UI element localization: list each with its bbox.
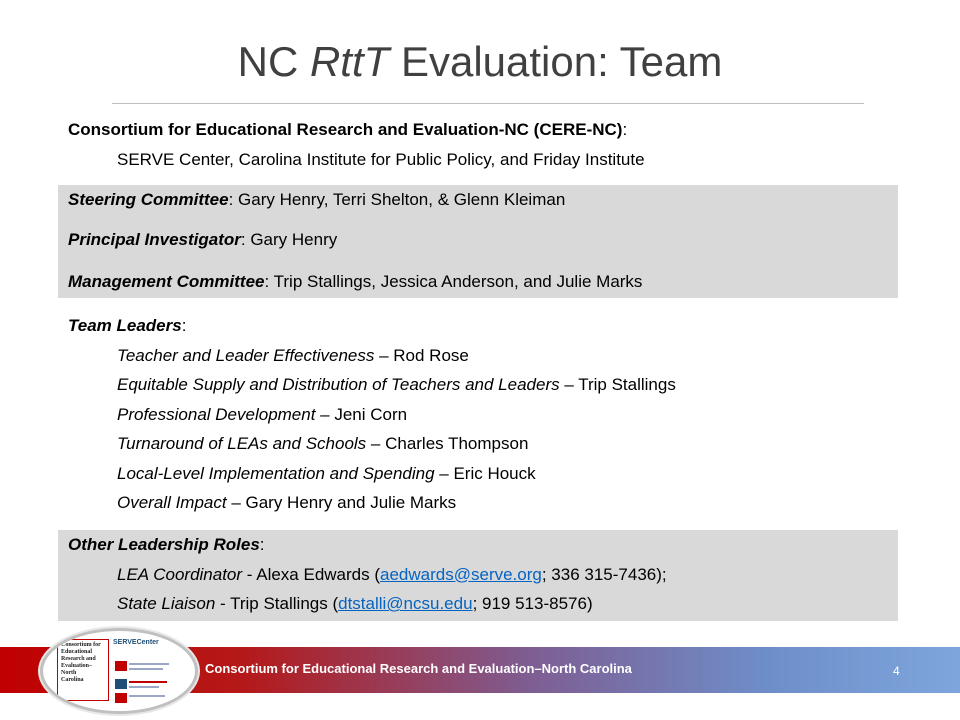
steering-value: : Gary Henry, Terri Shelton, & Glenn Kleiman (228, 190, 566, 209)
title-prefix: NC (237, 38, 310, 85)
management-row (68, 267, 898, 297)
logo-rule (129, 681, 167, 683)
lea-role: LEA Coordinator (117, 564, 243, 584)
team-lead: – Eric Houck (434, 463, 536, 483)
steering-label: Steering Committee (68, 190, 229, 209)
liaison-role: State Liaison (117, 594, 216, 613)
lea-email-link[interactable]: aedwards@serve.org (380, 564, 542, 584)
institute-mark-icon (115, 661, 127, 671)
state-liaison-row (68, 589, 898, 619)
cere-sep: : (622, 120, 628, 139)
cere-logo (40, 628, 198, 714)
lea-rest: ; 336 315-7436); (541, 564, 667, 584)
team-leaders-sep: : (181, 316, 187, 335)
slide-title (0, 38, 960, 86)
logo-rule (129, 695, 165, 697)
team-leaders-heading (68, 311, 898, 341)
lea-coordinator-row (68, 560, 898, 590)
team-lead: – Charles Thompson (366, 434, 529, 453)
logo-rule (129, 686, 159, 688)
team-leaders-label: Team Leaders (68, 316, 182, 335)
team-area: Overall Impact (117, 493, 227, 512)
management-value: : Trip Stallings, Jessica Anderson, and Julie Marks (264, 272, 643, 291)
team-leader-item (68, 370, 898, 400)
team-area: Professional Development (117, 404, 316, 424)
team-lead: – Trip Stallings (559, 375, 676, 394)
liaison-name: - Trip Stallings ( (215, 594, 339, 613)
lea-name: - Alexa Edwards ( (242, 564, 381, 584)
steering-row (68, 185, 898, 225)
ncsu-mark-icon (115, 679, 127, 689)
team-area: Local-Level Implementation and Spending (117, 463, 435, 483)
team-leader-item (68, 459, 898, 489)
other-roles-label: Other Leadership Roles (68, 535, 260, 554)
other-roles-heading (68, 530, 898, 560)
liaison-rest: ; 919 513-8576) (472, 594, 593, 613)
team-leaders-section (58, 311, 898, 518)
pi-row (68, 225, 898, 267)
friday-mark-icon (115, 693, 127, 703)
partner-logos (113, 639, 179, 701)
team-leader-item (68, 341, 898, 371)
serve-logo: SERVECenter (113, 639, 159, 646)
committees-section (58, 185, 898, 298)
logo-line: Educational (61, 649, 93, 655)
title-italic: RttT (309, 38, 390, 85)
title-divider (112, 103, 864, 104)
cere-members: SERVE Center, Carolina Institute for Public Policy, and Friday Institute (117, 149, 645, 169)
team-area: Teacher and Leader Effectiveness (117, 345, 375, 365)
team-area: Turnaround of LEAs and Schools (117, 434, 367, 453)
logo-line: Research and (61, 656, 96, 662)
cere-name: Consortium for Educational Research and Evaluation-NC (CERE-NC) (68, 120, 623, 139)
team-lead: – Gary Henry and Julie Marks (226, 493, 457, 512)
cere-section (58, 115, 898, 174)
other-roles-section (58, 530, 898, 621)
team-leader-item (68, 429, 898, 459)
logo-line: Carolina (61, 677, 84, 683)
pi-value: : Gary Henry (240, 230, 338, 249)
team-leader-item (68, 488, 898, 518)
team-lead: – Rod Rose (374, 345, 469, 365)
team-area: Equitable Supply and Distribution of Teachers and Leaders (117, 375, 560, 394)
cere-logo-text (57, 639, 109, 701)
liaison-email-link[interactable]: dtstalli@ncsu.edu (338, 594, 473, 613)
title-suffix: Evaluation: Team (389, 38, 723, 85)
management-label: Management Committee (68, 272, 265, 291)
page-number: 4 (893, 664, 900, 678)
logo-line: Evaluation– (61, 663, 93, 669)
cere-heading (68, 115, 898, 145)
logo-rule (129, 663, 169, 665)
logo-rule (129, 668, 163, 670)
team-lead: – Jeni Corn (315, 404, 408, 424)
other-roles-sep: : (259, 535, 265, 554)
footer-text: Consortium for Educational Research and Evaluation–North Carolina (205, 661, 632, 676)
logo-line: Consortium for (61, 642, 101, 648)
team-leader-item (68, 400, 898, 430)
logo-line: North (61, 670, 77, 676)
pi-label: Principal Investigator (68, 230, 241, 249)
